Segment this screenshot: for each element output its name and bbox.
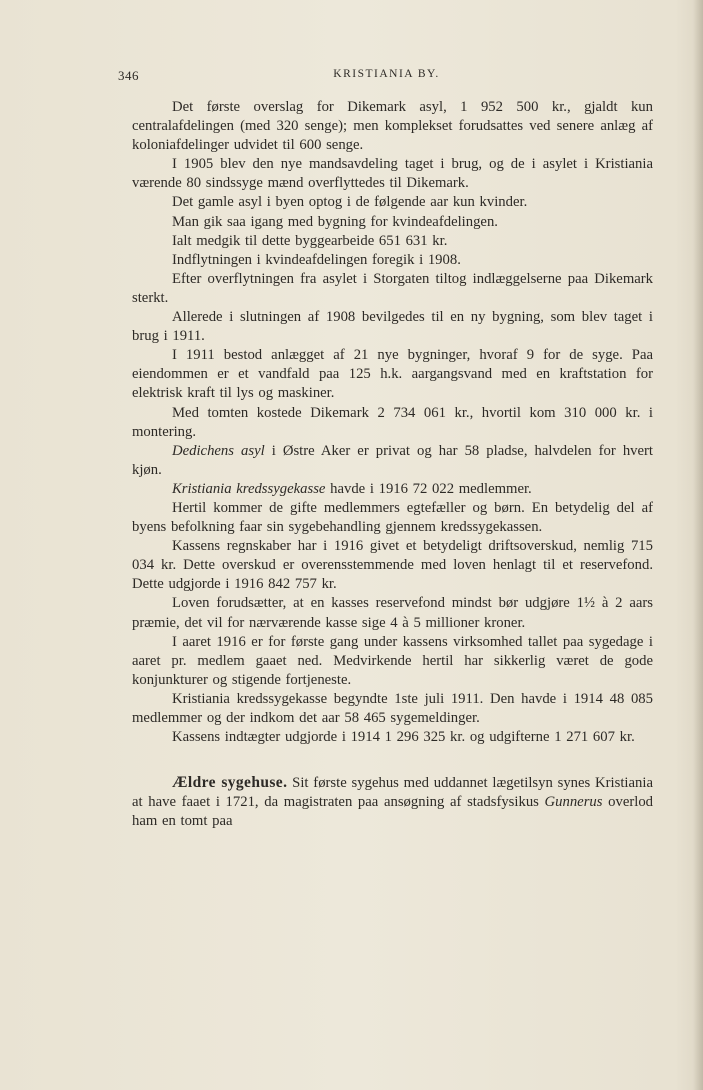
kredssygekasse-name: Kristiania kredssygekasse bbox=[172, 480, 326, 497]
paragraph-kredssygekasse bbox=[132, 480, 653, 499]
gunnerus-name: Gunnerus bbox=[544, 794, 603, 811]
paragraph: Indflytningen i kvindeafdelingen foregik i 1908. bbox=[172, 251, 461, 268]
paragraph-aeldre-sygehuse bbox=[132, 773, 653, 831]
dedichens-name: Dedichens asyl bbox=[172, 442, 265, 459]
dedichens-text: i Østre Aker er privat og har 58 pladse, halvdelen for hvert kjøn. bbox=[132, 442, 653, 478]
paragraph: Det første overslag for Dikemark asyl, 1 952 500 kr., gjaldt kun centralafdelingen (med 320 senge); men komplekset forudsattes ved senere anlæg af koloniafdelinger udvidet til 600 senge. bbox=[132, 99, 653, 154]
running-title: KRISTIANIA BY. bbox=[333, 68, 440, 80]
paragraph: Det gamle asyl i byen optog i de følgende aar kun kvinder. bbox=[172, 194, 528, 211]
paragraph: Kassens indtægter udgjorde i 1914 1 296 325 kr. og udgifterne 1 271 607 kr. bbox=[172, 729, 635, 746]
paragraph: Efter overflytningen fra asylet i Storgaten tiltog indlæggelserne paa Dikemark sterkt. bbox=[132, 270, 653, 306]
page-number: 346 bbox=[118, 68, 139, 83]
paragraph: Med tomten kostede Dikemark 2 734 061 kr., hvortil kom 310 000 kr. i montering. bbox=[132, 404, 653, 440]
paragraph: I aaret 1916 er for første gang under kassens virksomhed tallet paa sygedage i aaret pr. medlem gaaet ned. Medvirkende hertil har sikkerlig været de gode konjunkturer og stigende fortjeneste. bbox=[132, 633, 653, 688]
paragraph: Man gik saa igang med bygning for kvindeafdelingen. bbox=[172, 213, 498, 230]
page-edge-shadow bbox=[693, 0, 703, 1090]
paragraph: Hertil kommer de gifte medlemmers egtefæller og børn. En betydelig del af byens befolkning faar sin sygebehandling gjennem kredssygekassen. bbox=[132, 499, 653, 536]
paragraph: Kristiania kredssygekasse begyndte 1ste juli 1911. Den havde i 1914 48 085 medlemmer og der indkom det aar 58 465 sygemeldinger. bbox=[132, 690, 653, 726]
section-heading: Ældre sygehuse. bbox=[172, 774, 288, 792]
aeldre-text-before: Sit første sygehus med uddannet lægetilsyn synes Kristiania at have faaet i 1721, da magistraten paa ansøgning af stadsfysikus bbox=[132, 775, 653, 811]
section-gap bbox=[132, 747, 653, 773]
body-text bbox=[132, 98, 653, 831]
paragraph: Kassens regnskaber har i 1916 givet et betydeligt driftsoverskud, nemlig 715 034 kr. Dette overskud er overensstemmende med loven henlagt til et reservefond. Dette udgjorde i 1916 842 757 kr. bbox=[132, 538, 653, 593]
running-header bbox=[118, 68, 655, 88]
aeldre-text-after: overlod ham en tomt paa bbox=[132, 794, 654, 830]
paragraph-dedichens bbox=[132, 442, 653, 480]
paragraph: Loven forudsætter, at en kasses reservefond mindst bør udgjøre 1½ à 2 aars præmie, det vil for nærværende kasse sige 4 à 5 millioner kroner. bbox=[132, 595, 653, 631]
kredssygekasse-text: havde i 1916 72 022 medlemmer. bbox=[325, 480, 532, 497]
paragraph: Ialt medgik til dette byggearbeide 651 631 kr. bbox=[172, 232, 448, 249]
paragraph: Allerede i slutningen af 1908 bevilgedes til en ny bygning, som blev taget i brug i 1911. bbox=[132, 309, 653, 345]
paragraph: I 1911 bestod anlægget af 21 nye bygninger, hvoraf 9 for de syge. Paa eiendommen er et vandfald paa 125 h.k. aargangsvand med en kraftstation for elektrisk kraft til lys og maskiner. bbox=[132, 347, 653, 402]
paragraph: I 1905 blev den nye mandsavdeling taget i brug, og de i asylet i Kristiania værende 80 sindssyge mænd overflyttedes til Dikemark. bbox=[132, 156, 653, 192]
